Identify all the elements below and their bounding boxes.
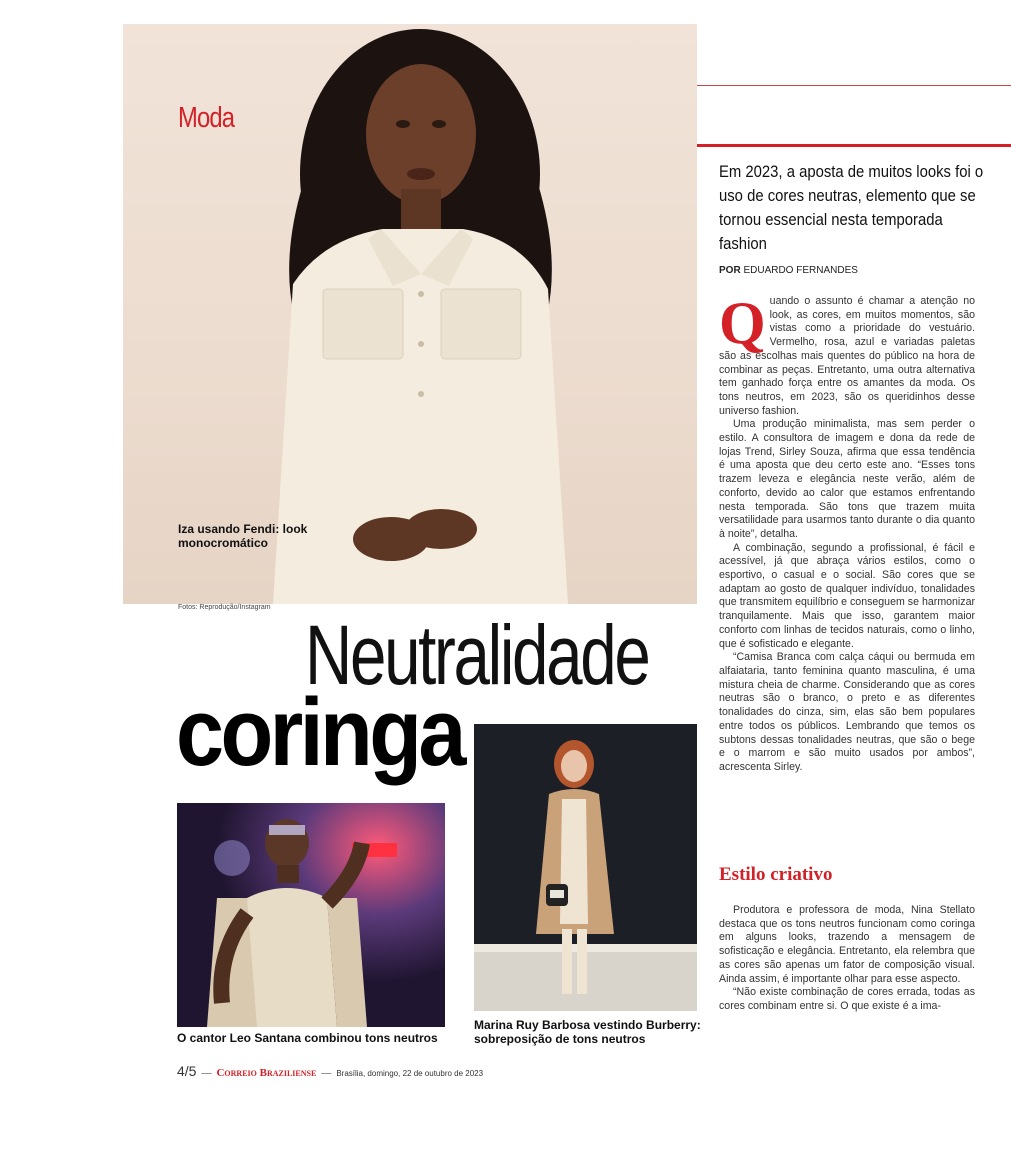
red-rule (697, 144, 1011, 147)
article-body-continued (719, 904, 975, 1014)
headline-line-2: coringa (176, 679, 463, 786)
subhead: Estilo criativo (719, 864, 833, 885)
article-dek: Em 2023, a aposta de muitos looks foi o uso de cores neutras, elemento que se tornou essencial nesta temporada fashion (719, 163, 984, 253)
photo-leo-santana (177, 803, 445, 1027)
newspaper-name: Correio Braziliense (216, 1067, 317, 1079)
leo-caption: O cantor Leo Santana combinou tons neutros (177, 1031, 438, 1045)
marina-illustration (474, 724, 697, 1011)
byline (719, 265, 858, 276)
article-body (719, 290, 975, 775)
section-label: Moda (178, 102, 235, 134)
paragraph-6: “Não existe combinação de cores errada, todas as cores combinam entre si. O que existe é a ima- (719, 986, 975, 1012)
headline-line-1: Neutralidade (305, 608, 649, 702)
publication-date: Brasília, domingo, 22 de outubro de 2023 (336, 1069, 484, 1078)
paragraph-2: Uma produção minimalista, mas sem perder o estilo. A consultora de imagem e dona da rede de lojas Trend, Sirley Souza, afirma que essa tendência é uma aposta que deu certo este ano. “Esses tons trazem leveza e elegância neste verão, além de conforto, devido ao calor que estamos enfrentando nesta temporada. São tons que trazem muita versatilidade para usarmos tanto durante o dia quanto à noite”, detalha. (719, 418, 975, 540)
paragraph-5: Produtora e professora de moda, Nina Stellato destaca que os tons neutros funcionam como coringa em alguns looks, trazendo a mensagem de sofisticação e elegância. Entretanto, ela relembra que as cores são apenas um fator de composição visual. Ainda assim, é importante olhar para esse aspecto. (719, 904, 975, 985)
paragraph-4: “Camisa Branca com calça cáqui ou bermuda em alfaiataria, tanto feminina quanto masculina, é uma mistura cheia de charme. Considerando que as cores neutras são o branco, o preto e as diferentes tonalidades do cinza, sim, elas são bem populares entre todos os públicos. Lembrando que temos os subtons dessas tonalidades neutras, que são o bege e o marrom e são muito usados por ambos”, acrescenta Sirley. (719, 651, 975, 773)
hero-caption: Iza usando Fendi: look monocromático (178, 522, 308, 550)
paragraph-1-text: uando o assunto é chamar a atenção no look, as cores, em muitos momentos, são vistas como a prioridade do vestuário. Vermelho, rosa, azul e variadas paletas são as escolhas mais quentes do público na hora de combinar as peças. Entretanto, uma outra alternativa tem ganhado força entre os amantes da moda. Os tons neutros, em 2023, são os queridinhos desse universo fashion. (719, 295, 975, 417)
photo-credit: Fotos: Reprodução/Instagram (178, 604, 271, 611)
marina-caption: Marina Ruy Barbosa vestindo Burberry: sobreposição de tons neutros (474, 1018, 701, 1046)
hero-photo (123, 24, 697, 604)
footer-separator: — (201, 1068, 212, 1079)
page-footer (177, 1063, 483, 1079)
footer-separator: — (321, 1068, 332, 1079)
byline-prefix: POR (719, 265, 741, 276)
top-rule (697, 85, 1011, 86)
photo-marina-ruy-barbosa (474, 724, 697, 1011)
drop-cap: Q (719, 290, 766, 356)
page-number: 4/5 (177, 1063, 197, 1079)
leo-illustration (177, 803, 445, 1027)
paragraph-3: A combinação, segundo a profissional, é fácil e acessível, já que abraça vários estilos, como o esportivo, o casual e o social. São cores que se adaptam ao gosto de qualquer indivíduo, tonalidades que transmitem equilíbrio e conseguem se harmonizar tranquilamente. Mais que isso, garantem maior conforto com linhas de tecidos naturais, como o linho, que é sofisticado e elegante. (719, 541, 975, 650)
paragraph-1 (719, 290, 975, 418)
byline-author: EDUARDO FERNANDES (743, 265, 858, 276)
